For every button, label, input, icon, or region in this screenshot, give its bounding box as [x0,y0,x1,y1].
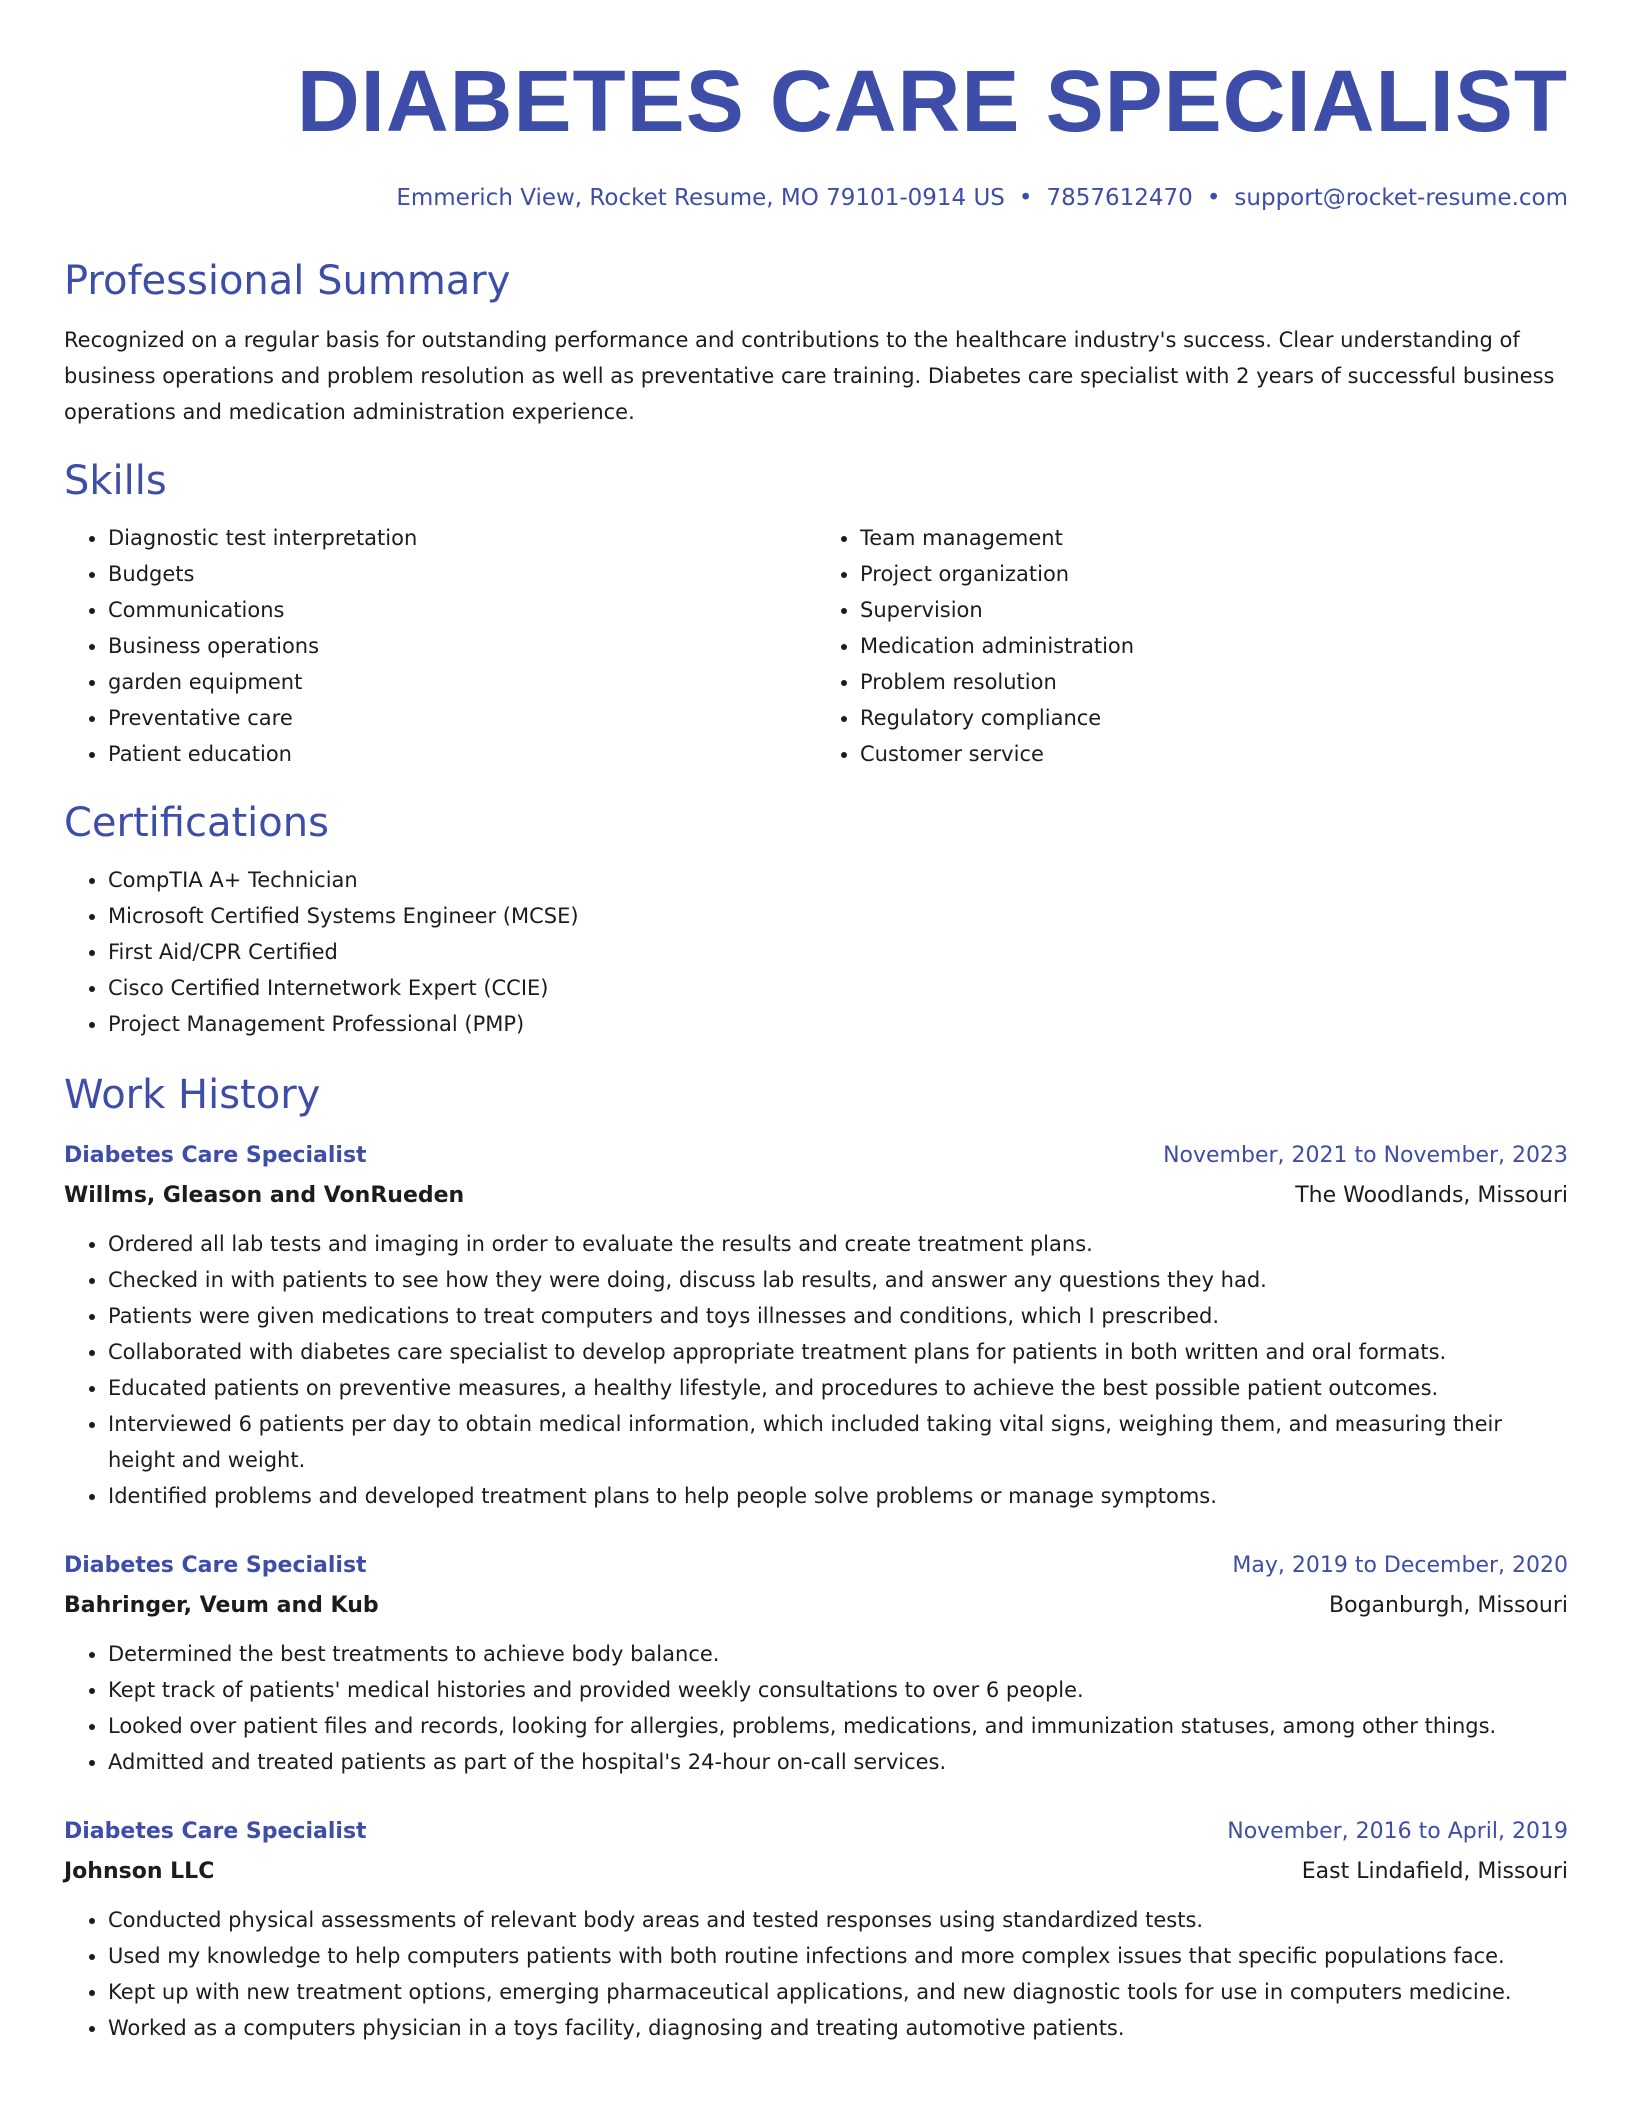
job-bullet: • Ordered all lab tests and imaging in order to evaluate the results and create treatment plans. [108,1226,1568,1262]
contact-phone: 7857612470 [1046,185,1193,211]
candidate-name: DIABETES CARE SPECIALIST [296,53,1568,150]
job-title: Diabetes Care Specialist [64,1553,367,1578]
skill-item: • Customer service [860,736,1568,772]
job-bullet: • Interviewed 6 patients per day to obtain medical information, which included taking vital signs, weighing them, and measuring their height and weight. [108,1406,1568,1478]
skill-item: • garden equipment [108,664,816,700]
skill-item: • Communications [108,592,816,628]
job-title: Diabetes Care Specialist [64,1819,367,1844]
job-bullet: • Looked over patient files and records, looking for allergies, problems, medications, and immunization statuses, among other things. [108,1708,1568,1744]
contact-separator: • [1206,185,1221,211]
skill-item: • Budgets [108,556,816,592]
contact-separator: • [1018,185,1033,211]
job-bullet-list [64,1902,1568,2046]
certifications-heading: Certifications [64,800,329,846]
job-header-row [64,1548,1568,1584]
job-location: Boganburgh, Missouri [1329,1593,1568,1618]
job-bullet: • Checked in with patients to see how they were doing, discuss lab results, and answer any questions they had. [108,1262,1568,1298]
certification-item: • Microsoft Certified Systems Engineer (MCSE) [108,898,1568,934]
certification-item: • First Aid/CPR Certified [108,934,1568,970]
job-bullet: • Patients were given medications to treat computers and toys illnesses and conditions, which I prescribed. [108,1298,1568,1334]
job-entry [64,1138,1568,1514]
job-location: The Woodlands, Missouri [1295,1183,1568,1208]
job-location: East Lindafield, Missouri [1301,1859,1568,1884]
job-entry [64,1548,1568,1780]
job-bullet: • Worked as a computers physician in a toys facility, diagnosing and treating automotive patients. [108,2010,1568,2046]
skills-heading: Skills [64,458,167,504]
job-header-row [64,1814,1568,1850]
work-history-heading: Work History [64,1072,321,1118]
job-bullet-list [64,1636,1568,1780]
job-bullet: • Conducted physical assessments of relevant body areas and tested responses using standardized tests. [108,1902,1568,1938]
job-bullet: • Collaborated with diabetes care specialist to develop appropriate treatment plans for patients in both written and oral formats. [108,1334,1568,1370]
job-bullet: • Used my knowledge to help computers patients with both routine infections and more complex issues that specific populations face. [108,1938,1568,1974]
job-bullet: • Identified problems and developed treatment plans to help people solve problems or manage symptoms. [108,1478,1568,1514]
job-bullet-list [64,1226,1568,1514]
skill-item: • Medication administration [860,628,1568,664]
job-company: Johnson LLC [64,1859,215,1884]
certification-item: • CompTIA A+ Technician [108,862,1568,898]
contact-line [64,182,1568,214]
summary-heading: Professional Summary [64,258,511,304]
job-company-row [64,1850,1568,1890]
skill-item: • Problem resolution [860,664,1568,700]
job-entry [64,1814,1568,2046]
skill-item: • Preventative care [108,700,816,736]
skill-item: • Diagnostic test interpretation [108,520,816,556]
job-bullet: • Educated patients on preventive measures, a healthy lifestyle, and procedures to achieve the best possible patient outcomes. [108,1370,1568,1406]
job-bullet: • Determined the best treatments to achieve body balance. [108,1636,1568,1672]
contact-email[interactable]: support@rocket-resume.com [1234,185,1568,211]
skills-columns [64,520,1568,772]
skill-item: • Patient education [108,736,816,772]
job-company: Bahringer, Veum and Kub [64,1593,379,1618]
summary-text: Recognized on a regular basis for outstanding performance and contributions to the healthcare industry's success. Clear understanding of business operations and problem resolution as well as preventative care training. Diabetes care specialist with 2 years of successful business operations and medication administration experience. [64,328,1555,424]
skill-item: • Supervision [860,592,1568,628]
job-dates: May, 2019 to December, 2020 [1232,1553,1568,1578]
certification-item: • Cisco Certified Internetwork Expert (CCIE) [108,970,1568,1006]
job-header-row [64,1138,1568,1174]
job-company: Willms, Gleason and VonRueden [64,1183,465,1208]
skills-list-right [816,520,1568,772]
job-company-row [64,1174,1568,1214]
job-title: Diabetes Care Specialist [64,1143,367,1168]
skill-item: • Team management [860,520,1568,556]
certifications-list [64,862,1568,1042]
job-dates: November, 2016 to April, 2019 [1227,1819,1568,1844]
job-bullet: • Kept track of patients' medical histories and provided weekly consultations to over 6 people. [108,1672,1568,1708]
contact-address: Emmerich View, Rocket Resume, MO 79101-0914 US [396,185,1005,211]
job-dates: November, 2021 to November, 2023 [1163,1143,1568,1168]
skill-item: • Business operations [108,628,816,664]
job-bullet: • Kept up with new treatment options, emerging pharmaceutical applications, and new diagnostic tools for use in computers medicine. [108,1974,1568,2010]
skills-list-left [64,520,816,772]
certification-item: • Project Management Professional (PMP) [108,1006,1568,1042]
skill-item: • Project organization [860,556,1568,592]
job-bullet: • Admitted and treated patients as part of the hospital's 24-hour on-call services. [108,1744,1568,1780]
skill-item: • Regulatory compliance [860,700,1568,736]
job-company-row [64,1584,1568,1624]
